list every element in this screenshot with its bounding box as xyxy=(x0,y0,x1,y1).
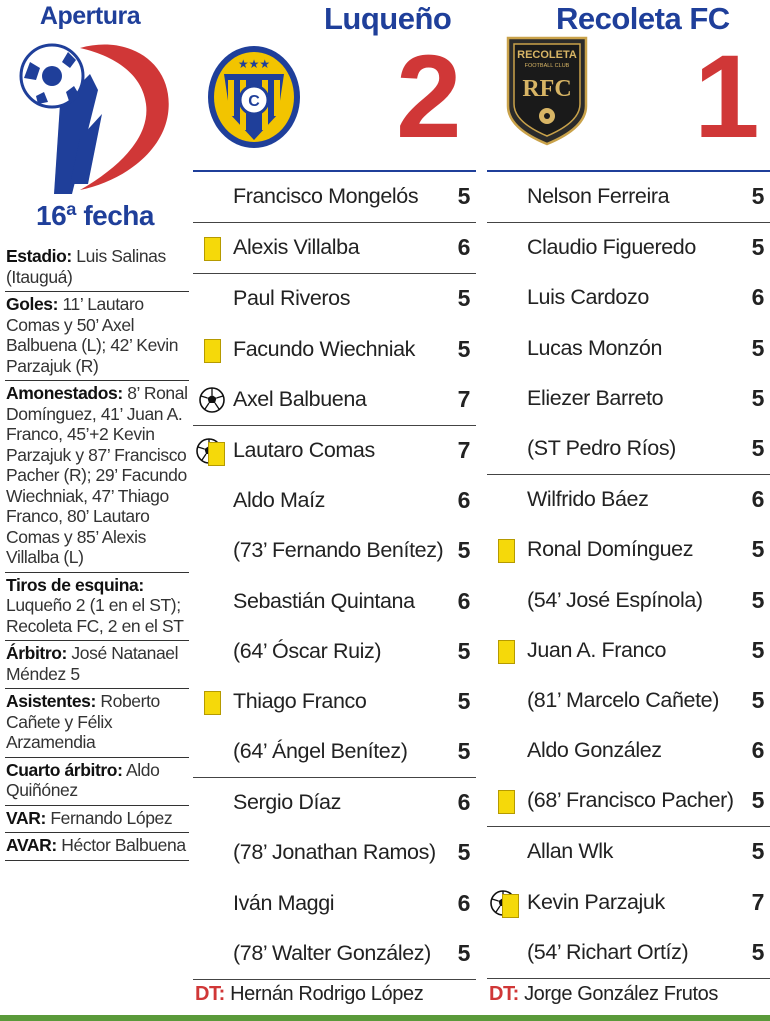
player-name: (64’ Ángel Benítez) xyxy=(233,739,408,764)
player-name: Francisco Mongelós xyxy=(233,184,419,208)
player-name: Wilfrido Báez xyxy=(527,487,649,512)
player-row xyxy=(193,627,476,677)
player-rating: 5 xyxy=(751,838,764,865)
player-name: (54’ José Espínola) xyxy=(527,587,703,612)
player-rating: 5 xyxy=(457,335,470,362)
player-name: Nelson Ferreira xyxy=(527,184,670,208)
player-rating: 7 xyxy=(751,888,764,915)
match-info-item xyxy=(5,833,189,861)
player-name: (78’ Jonathan Ramos) xyxy=(233,840,436,865)
player-row xyxy=(487,576,770,626)
player-name: Ronal Domínguez xyxy=(527,537,694,562)
player-row xyxy=(193,677,476,727)
recoleta-crest-initials: RFC xyxy=(522,76,572,102)
yellow-card-icon xyxy=(498,539,515,563)
player-rating: 6 xyxy=(457,587,470,614)
player-rating: 5 xyxy=(457,687,470,714)
player-name: Axel Balbuena xyxy=(233,386,367,411)
player-rating: 5 xyxy=(751,938,764,965)
match-info-label: Goles: xyxy=(6,294,59,314)
player-row xyxy=(487,626,770,676)
player-row xyxy=(193,778,476,828)
yellow-card-icon xyxy=(498,790,515,814)
player-rating: 5 xyxy=(751,536,764,563)
home-coach xyxy=(195,983,423,1006)
yellow-card-icon xyxy=(204,237,221,261)
player-name: (68’ Francisco Pacher) xyxy=(527,788,734,813)
player-rating: 5 xyxy=(751,636,764,663)
player-row xyxy=(193,325,476,375)
match-info-label: AVAR: xyxy=(6,835,57,855)
player-row xyxy=(487,223,770,273)
player-row xyxy=(487,776,770,827)
player-rating: 5 xyxy=(457,738,470,765)
away-coach-label: DT: xyxy=(489,983,519,1005)
yellow-card-icon xyxy=(204,691,221,715)
player-rating: 5 xyxy=(751,686,764,713)
match-info-item xyxy=(5,689,189,758)
player-row xyxy=(487,424,770,475)
match-info-label: Árbitro: xyxy=(6,643,67,663)
match-info-label: Estadio: xyxy=(6,246,72,266)
match-info-item xyxy=(5,573,189,642)
recoleta-crest-icon xyxy=(504,36,590,146)
player-rating: 5 xyxy=(751,434,764,461)
player-rating: 5 xyxy=(457,537,470,564)
away-player-list xyxy=(487,172,770,979)
player-rating: 5 xyxy=(751,787,764,814)
player-name: (81’ Marcelo Cañete) xyxy=(527,687,719,712)
player-row xyxy=(487,374,770,424)
svg-text:C: C xyxy=(248,93,260,110)
player-name: Aldo Maíz xyxy=(233,488,325,513)
player-rating: 5 xyxy=(457,637,470,664)
svg-text:★★★: ★★★ xyxy=(237,57,271,71)
player-rating: 5 xyxy=(751,234,764,261)
player-name: Paul Riveros xyxy=(233,286,351,311)
player-name: (54’ Richart Ortíz) xyxy=(527,939,689,964)
player-name: (73’ Fernando Benítez) xyxy=(233,538,444,563)
match-info-text: Luis Salinas (Itauguá) xyxy=(6,246,166,287)
player-row xyxy=(487,172,770,223)
player-name: Sergio Díaz xyxy=(233,790,341,815)
player-row xyxy=(193,828,476,878)
match-info xyxy=(5,244,189,861)
player-row xyxy=(487,827,770,877)
player-name: Juan A. Franco xyxy=(527,637,667,662)
away-coach xyxy=(489,983,718,1006)
match-info-label: Tiros de esquina: xyxy=(6,574,144,595)
player-rating: 5 xyxy=(457,939,470,966)
match-info-item xyxy=(5,244,189,292)
player-rating: 7 xyxy=(457,385,470,412)
player-row xyxy=(193,879,476,929)
recoleta-crest-subtext: FOOTBALL CLUB xyxy=(524,63,570,69)
player-rating: 5 xyxy=(457,183,470,209)
player-row xyxy=(193,526,476,576)
player-row xyxy=(193,223,476,274)
match-info-text: Héctor Balbuena xyxy=(56,835,186,855)
apertura-logo-icon xyxy=(10,34,180,200)
player-rating: 6 xyxy=(457,487,470,514)
home-player-list xyxy=(193,172,476,980)
player-rating: 5 xyxy=(457,285,470,312)
player-row xyxy=(487,273,770,323)
player-name: Thiago Franco xyxy=(233,688,367,713)
home-score: 2 xyxy=(396,31,462,163)
player-row xyxy=(193,375,476,426)
match-info-text: Roberto Cañete y Félix Arzamendia xyxy=(6,691,160,752)
match-info-text: 11’ Lautaro Comas y 50’ Axel Balbuena (L); 42’ Kevin Parzajuk (R) xyxy=(6,294,179,376)
match-info-item xyxy=(5,758,189,806)
home-team-name: Luqueño xyxy=(324,1,452,36)
player-row xyxy=(193,172,476,223)
player-name: (64’ Óscar Ruiz) xyxy=(233,638,382,663)
round-title: 16ª fecha xyxy=(36,200,154,231)
match-info-text: Luqueño 2 (1 en el ST); Recoleta FC, 2 en el ST xyxy=(6,595,184,636)
yellow-card-icon xyxy=(498,640,515,664)
player-name: Kevin Parzajuk xyxy=(527,889,665,914)
player-rating: 6 xyxy=(751,486,764,513)
player-rating: 5 xyxy=(751,384,764,411)
player-name: Claudio Figueredo xyxy=(527,235,696,260)
away-coach-name: Jorge González Frutos xyxy=(518,983,718,1005)
goal-ball-icon xyxy=(199,387,225,413)
player-row xyxy=(487,324,770,374)
player-row xyxy=(193,274,476,324)
match-info-text: Aldo Quiñónez xyxy=(6,759,160,800)
yellow-card-icon xyxy=(502,894,519,918)
player-row xyxy=(487,475,770,525)
player-name: (ST Pedro Ríos) xyxy=(527,435,676,460)
player-name: Iván Maggi xyxy=(233,890,335,915)
yellow-card-icon xyxy=(208,442,225,466)
player-name: Aldo González xyxy=(527,738,662,763)
player-row xyxy=(193,577,476,627)
player-name: Sebastián Quintana xyxy=(233,588,415,613)
match-info-item xyxy=(5,641,189,689)
recoleta-crest-text: RECOLETA xyxy=(517,49,577,61)
player-row xyxy=(487,878,770,928)
match-info-label: VAR: xyxy=(6,807,46,828)
match-info-label: Asistentes: xyxy=(6,691,96,711)
player-rating: 5 xyxy=(751,586,764,613)
player-rating: 6 xyxy=(751,284,764,311)
match-info-item xyxy=(5,381,189,573)
home-coach-name: Hernán Rodrigo López xyxy=(224,983,424,1005)
match-info-item xyxy=(5,292,189,381)
player-name: (78’ Walter González) xyxy=(233,940,431,965)
yellow-card-icon xyxy=(204,339,221,363)
player-rating: 5 xyxy=(751,183,764,209)
player-rating: 6 xyxy=(457,789,470,816)
player-name: Luis Cardozo xyxy=(527,285,649,310)
bottom-bar xyxy=(0,1015,770,1021)
match-info-item xyxy=(5,806,189,834)
player-rating: 6 xyxy=(751,737,764,764)
match-info-text: 8’ Ronal Domínguez, 41’ Juan A. Franco, 45’+2 Kevin Parzajuk y 87’ Francisco Pacher (R); 29’ Facundo Wiechniak, 47’ Thiago Franco, 80’ Lautaro Comas y 85’ Alexis Villalba (L) xyxy=(6,383,188,567)
match-info-label: Cuarto árbitro: xyxy=(6,759,123,780)
player-name: Lautaro Comas xyxy=(233,437,375,462)
player-row xyxy=(487,525,770,575)
match-info-label: Amonestados: xyxy=(6,383,123,403)
player-row xyxy=(193,727,476,778)
player-row xyxy=(193,426,476,476)
player-rating: 5 xyxy=(751,334,764,361)
player-name: Facundo Wiechniak xyxy=(233,336,416,361)
player-row xyxy=(487,676,770,726)
player-row xyxy=(193,929,476,980)
luqueno-crest-icon xyxy=(206,44,302,150)
player-name: Allan Wlk xyxy=(527,839,614,864)
player-row xyxy=(193,476,476,526)
player-row xyxy=(487,726,770,776)
player-name: Eliezer Barreto xyxy=(527,385,664,410)
match-info-text: José Natanael Méndez 5 xyxy=(6,643,179,684)
home-coach-label: DT: xyxy=(195,983,225,1005)
player-name: Alexis Villalba xyxy=(233,235,360,260)
player-name: Lucas Monzón xyxy=(527,335,663,360)
away-team-name: Recoleta FC xyxy=(556,1,730,36)
player-rating: 5 xyxy=(457,839,470,866)
away-score: 1 xyxy=(694,31,760,163)
player-rating: 6 xyxy=(457,234,470,261)
match-info-text: Fernando López xyxy=(45,807,173,828)
tournament-name: Apertura xyxy=(39,2,141,30)
player-row xyxy=(487,928,770,979)
player-rating: 6 xyxy=(457,889,470,916)
player-rating: 7 xyxy=(457,436,470,463)
